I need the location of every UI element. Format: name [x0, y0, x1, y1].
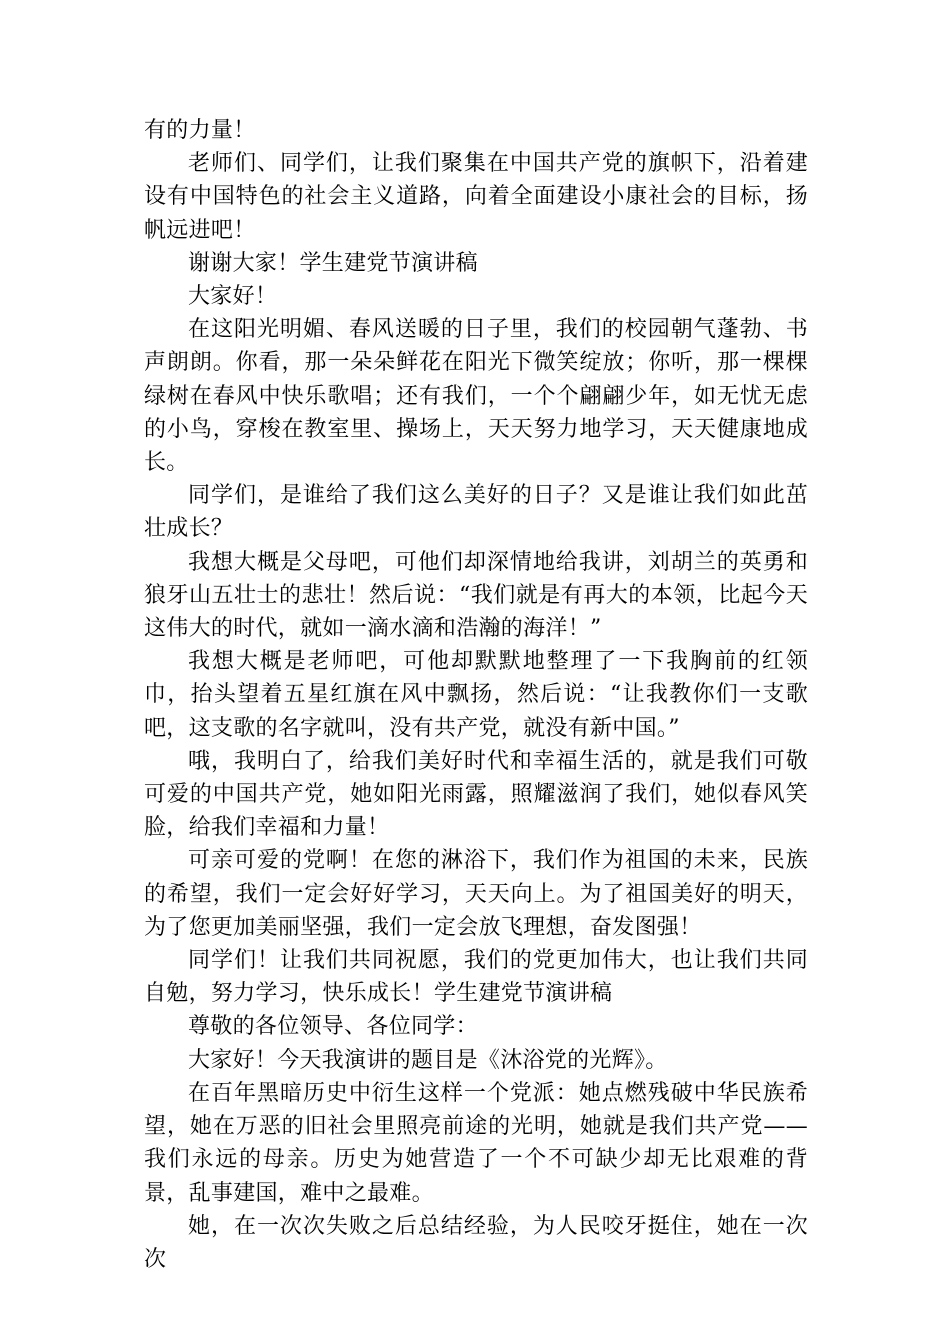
paragraph: 可亲可爱的党啊！在您的淋浴下，我们作为祖国的未来，民族的希望，我们一定会好好学习，天天向上。为了祖国美好的明天，为了您更加美丽坚强，我们一定会放飞理想，奋发图强！	[144, 848, 808, 940]
paragraph: 在这阳光明媚、春风送暖的日子里，我们的校园朝气蓬勃、书声朗朗。你看，那一朵朵鲜花在阳光下微笑绽放；你听，那一棵棵绿树在春风中快乐歌唱；还有我们，一个个翩翩少年，如无忧无虑的小鸟，穿梭在教室里、操场上，天天努力地学习，天天健康地成长。	[144, 317, 808, 476]
paragraph: 尊敬的各位领导、各位同学：	[188, 1014, 478, 1040]
body-text	[144, 114, 808, 1276]
paragraph: 我想大概是父母吧，可他们却深情地给我讲，刘胡兰的英勇和狼牙山五壮士的悲壮！然后说：“我们就是有再大的本领，比起今天这伟大的时代，就如一滴水滴和浩瀚的海洋！”	[144, 549, 808, 642]
paragraph: 她，在一次次失败之后总结经验，为人民咬牙挺住，她在一次次	[144, 1213, 808, 1272]
paragraph: 谢谢大家！学生建党节演讲稿	[188, 250, 478, 276]
paragraph: 我想大概是老师吧，可他却默默地整理了一下我胸前的红领巾，抬头望着五星红旗在风中飘扬，然后说：“让我教你们一支歌吧，这支歌的名字就叫，没有共产党，就没有新中国。”	[144, 649, 808, 741]
paragraph: 在百年黑暗历史中衍生这样一个党派：她点燃残破中华民族希望，她在万恶的旧社会里照亮前途的光明，她就是我们共产党——我们永远的母亲。历史为她营造了一个不可缺少却无比艰难的背景，乱事建国，难中之最难。	[144, 1080, 808, 1206]
paragraph: 同学们，是谁给了我们这么美好的日子？又是谁让我们如此茁壮成长？	[144, 483, 808, 542]
paragraph: 同学们！让我们共同祝愿，我们的党更加伟大，也让我们共同自勉，努力学习，快乐成长！学生建党节演讲稿	[144, 948, 808, 1007]
paragraph: 老师们、同学们，让我们聚集在中国共产党的旗帜下，沿着建设有中国特色的社会主义道路，向着全面建设小康社会的目标，扬帆远进吧！	[144, 151, 808, 243]
paragraph: 大家好！今天我演讲的题目是《沐浴党的光辉》。	[188, 1047, 668, 1073]
paragraph: 哦，我明白了，给我们美好时代和幸福生活的，就是我们可敬可爱的中国共产党，她如阳光雨露，照耀滋润了我们，她似春风笑脸，给我们幸福和力量！	[144, 748, 808, 841]
paragraph: 有的力量！	[144, 118, 256, 143]
paragraph: 大家好！	[188, 284, 278, 310]
